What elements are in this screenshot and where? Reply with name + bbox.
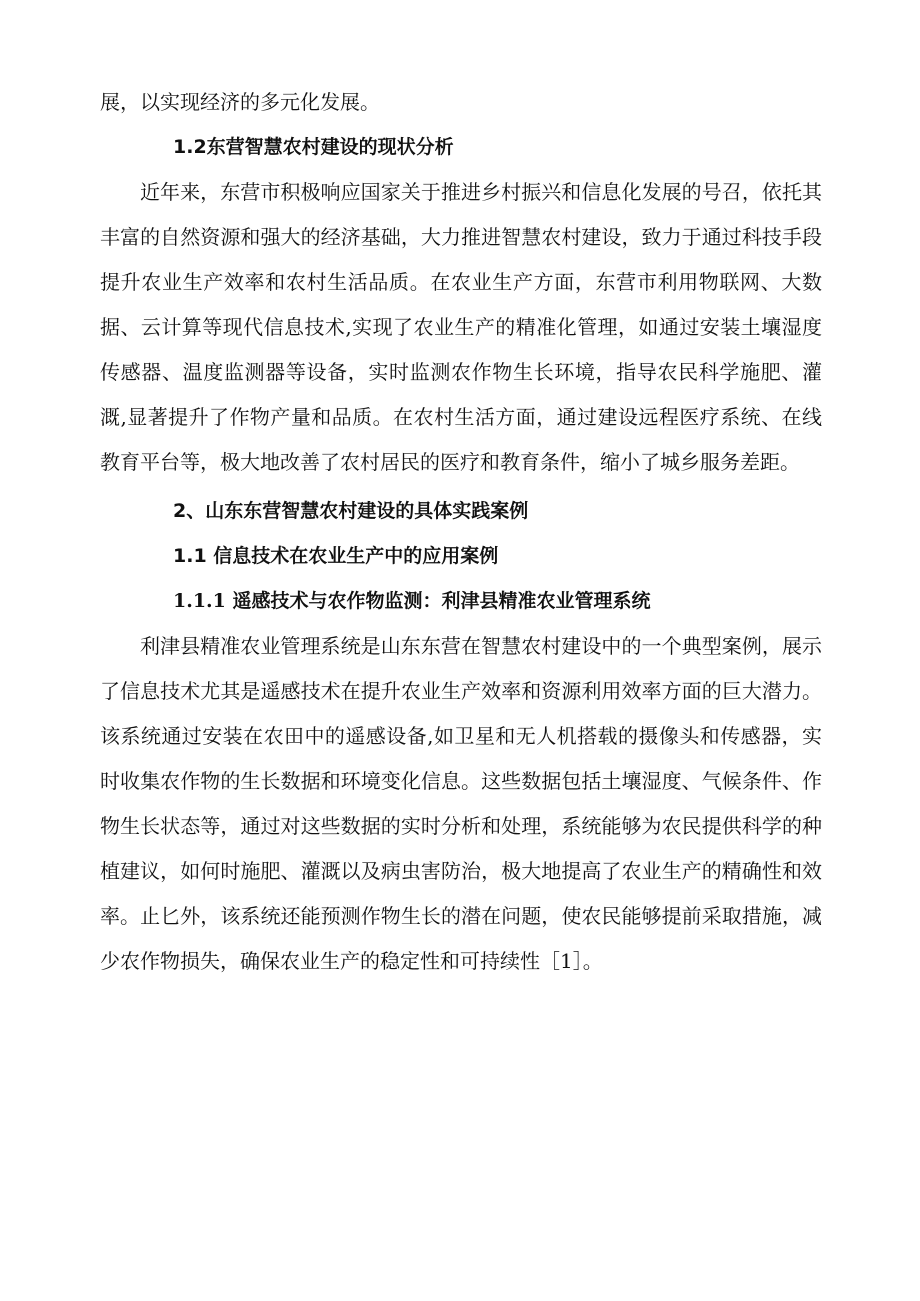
section-heading-2: 2、山东东营智慧农村建设的具体实践案例 (173, 500, 529, 522)
section-heading-1-2: 1.2东营智慧农村建设的现状分析 (173, 136, 454, 158)
section-1-2-paragraph: 近年来，东营市积极响应国家关于推进乡村振兴和信息化发展的号召，依托其丰富的自然资源和强大的经济基础，大力推进智慧农村建设，致力于通过科技手段提升农业生产效率和农村生活品质。在农业生产方面，东营市利用物联网、大数据、云计算等现代信息技术,实现了农业生产的精准化管理，如通过安装土壤湿度传感器、温度监测器等设备，实时监测农作物生长环境，指导农民科学施肥、灌溉,显著提升了作物产量和品质。在农村生活方面，通过建设远程医疗系统、在线教育平台等，极大地改善了农村居民的医疗和教育条件，缩小了城乡服务差距。 (100, 180, 822, 474)
document-body (100, 80, 822, 984)
section-heading-1-1: 1.1 信息技术在农业生产中的应用案例 (173, 545, 499, 567)
section-1-1-1-paragraph: 利津县精准农业管理系统是山东东营在智慧农村建设中的一个典型案例，展示了信息技术尤其是遥感技术在提升农业生产效率和资源利用效率方面的巨大潜力。该系统通过安装在农田中的遥感设备,如卫星和无人机搭载的摄像头和传感器，实时收集农作物的生长数据和环境变化信息。这些数据包括土壤湿度、气候条件、作物生长状态等，通过对这些数据的实时分析和处理，系统能够为农民提供科学的种植建议，如何时施肥、灌溉以及病虫害防治，极大地提高了农业生产的精确性和效率。止匕外，该系统还能预测作物生长的潜在问题，使农民能够提前采取措施，减少农作物损失，确保农业生产的稳定性和可持续性［1］。 (100, 634, 822, 973)
section-heading-1-1-1: 1.1.1 遥感技术与农作物监测：利津县精准农业管理系统 (173, 590, 651, 612)
continuation-paragraph: 展，以实现经济的多元化发展。 (100, 90, 380, 114)
